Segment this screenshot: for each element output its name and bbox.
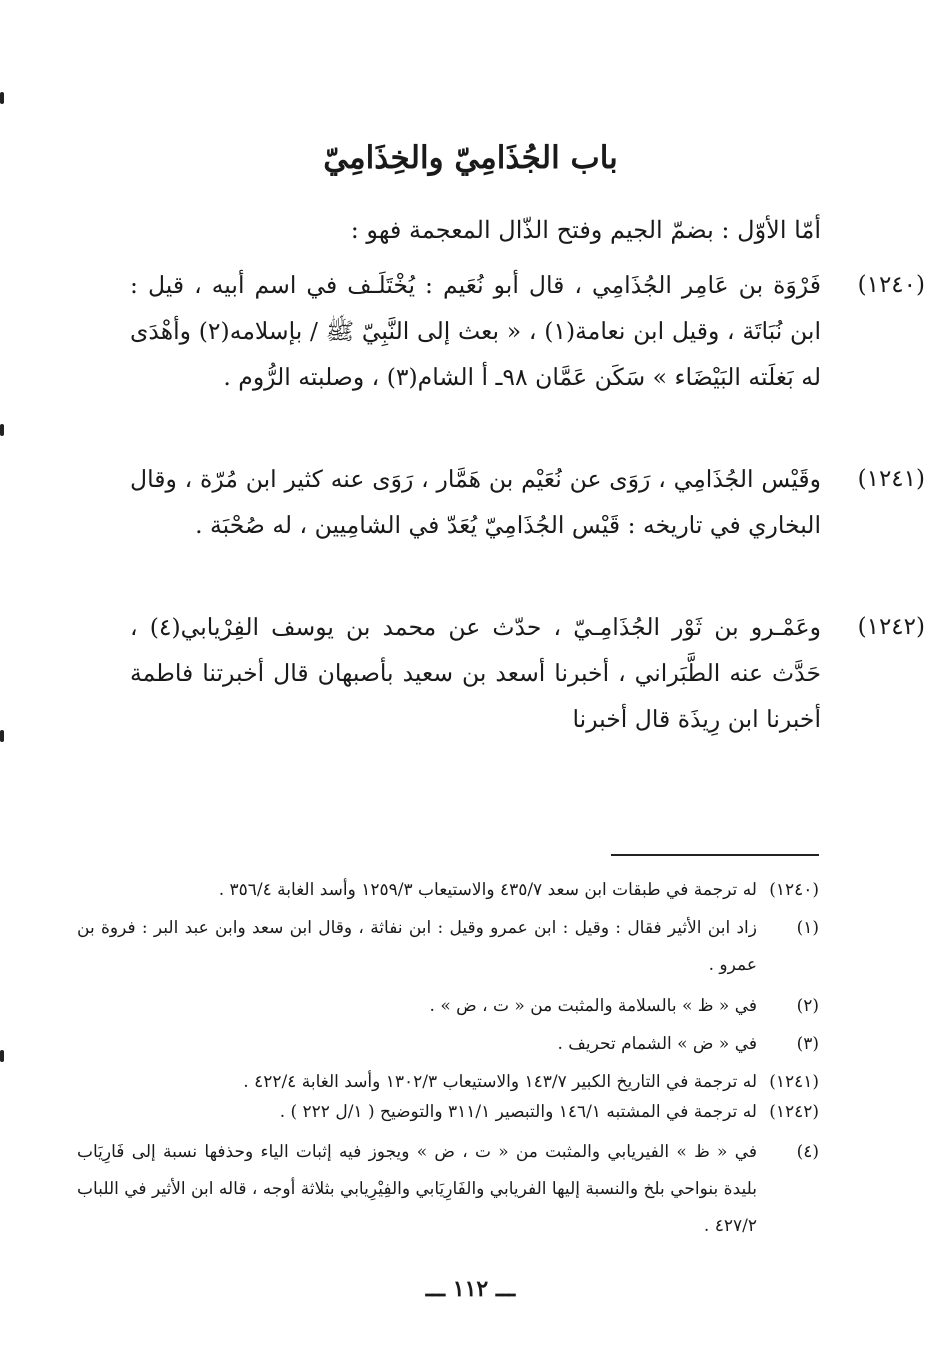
- footnote-4: [70, 1134, 819, 1245]
- footnote-number: (٣): [796, 1034, 819, 1054]
- footnote-number: (٢): [796, 996, 819, 1016]
- footnote-text: له ترجمة في طبقات ابن سعد ٤٣٥/٧ والاستيعاب ١٢٥٩/٣ وأسد الغابة ٣٥٦/٤ .: [218, 880, 757, 900]
- entry-number: (١٢٤٠): [857, 272, 925, 298]
- footnote-text: في « ظ » الفيريابي والمثبت من « ت ، ض » ويجوز فيه إثبات الياء وحذفها نسبة إلى فَارِيَاب بليدة بنواحي بلخ والنسبة إليها الفريابي والفَارِيَابي والفِيْرِيابي بثلاثة أوجه ، قاله ابن الأثير في اللباب ٤٢٧/٢ .: [77, 1142, 757, 1236]
- footnote-1242: [70, 1094, 819, 1131]
- scan-mark: [0, 424, 4, 436]
- footnote-1: [70, 910, 819, 984]
- chapter-heading: باب الجُذَامِيّ والخِذَامِيّ: [323, 140, 618, 176]
- entry-text: فَرْوَة بن عَامِر الجُذَامِي ، قال أبو نُعَيم : يُخْتَلَـف في اسم أبيه ، قيل : ابن نُبَاتَة ، وقيل ابن نعامة(١) ، « بعث إلى النَّبِيّ ﷺ / بإسلامه(٢) وأهْدَى له بَغلَته البَيْضَاء » سَكَن عَمَّان ٩٨ـ أ الشام(٣) ، وصلبته الرُّوم .: [130, 271, 822, 391]
- scan-mark: [0, 730, 4, 742]
- page-number: ـــ ١١٢ ـــ: [425, 1276, 516, 1302]
- footnote-2: [70, 988, 819, 1025]
- entry-text: وعَمْـرو بن ثَوْر الجُذَامِـيّ ، حدّث عن محمد بن يوسف الفِرْيابي(٤) ، حَدَّث عنه الطَّبَراني ، أخبرنا أسعد بن سعيد بأصبهان قال أخبرتنا فاطمة أخبرنا ابن رِيذَة قال أخبرنا: [130, 613, 821, 733]
- entry-number: (١٢٤١): [857, 466, 925, 492]
- footnote-number: (٤): [796, 1142, 819, 1162]
- footnote-number: (١): [796, 918, 819, 938]
- footnote-text: زاد ابن الأثير فقال : وقيل : ابن عمرو وقيل : ابن نفاثة ، وقال ابن سعد وابن عبد البر : فروة بن عمرو .: [77, 918, 757, 975]
- intro-line: أمّا الأوّل : بضمّ الجيم وفتح الذّال المعجمة فهو :: [350, 216, 821, 244]
- footnote-number: (١٢٤٢): [769, 1102, 819, 1122]
- footnote-number: (١٢٤١): [769, 1072, 819, 1092]
- entry-1242: [130, 604, 925, 742]
- footnote-text: له ترجمة في التاريخ الكبير ١٤٣/٧ والاستيعاب ١٣٠٢/٣ وأسد الغابة ٤٢٢/٤ .: [243, 1072, 757, 1092]
- footnote-text: له ترجمة في المشتبه ١٤٦/١ والتبصير ٣١١/١ والتوضيح ( ١/ل ٢٢٢ ) .: [279, 1102, 757, 1122]
- entry-text: وقَيْس الجُذَامِي ، رَوَى عن نُعَيْم بن هَمَّار ، رَوَى عنه كثير ابن مُرّة ، وقال البخاري في تاريخه : قَيْس الجُذَامِيّ يُعَدّ في الشامِيين ، له صُحْبَة .: [130, 465, 821, 539]
- entry-number: (١٢٤٢): [857, 614, 925, 640]
- footnote-3: [70, 1026, 819, 1063]
- scan-mark: [0, 92, 4, 104]
- footnote-1240: [70, 872, 819, 909]
- entry-1240: [130, 262, 925, 400]
- footnote-text: في « ظ » بالسلامة والمثبت من « ت ، ض » .: [429, 996, 757, 1016]
- scan-mark: [0, 1050, 4, 1062]
- entry-1241: [130, 456, 925, 548]
- footnote-number: (١٢٤٠): [769, 880, 819, 900]
- footnote-separator: [611, 854, 819, 856]
- footnote-text: في « ض » الشمام تحريف .: [557, 1034, 757, 1054]
